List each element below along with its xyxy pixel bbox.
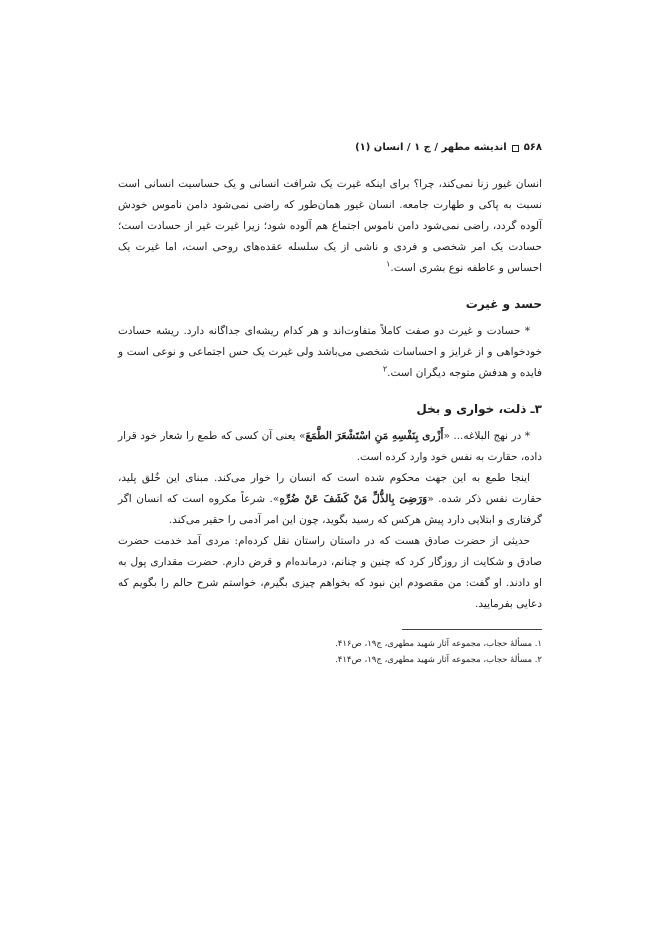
section1-paragraph (118, 321, 542, 384)
section2-paragraph-1 (118, 426, 542, 468)
intro-paragraph (118, 174, 542, 279)
footnote-1: ۱. مسألهٔ حجاب، مجموعه آثار شهید مطهری، ج۱۹، ص۴۱۶. (335, 639, 542, 649)
intro-text: انسان غیور زنا نمی‌کند، چرا؟ برای اینکه غیرت یک شرافت انسانی و یک حساسیت انسانی است نسبت به پاکی و طهارت جامعه. انسان غیور همان‌طور که راضی نمی‌شود دامن ناموس خودش آلوده گردد، راضی نمی‌شود دامن ناموس اجتماع هم آلوده شود؛ زیرا غیرت غیر از حسادت است؛ حسادت یک امر شخصی و فردی و ناشی از یک سلسله عقده‌های روحی است، اما غیرت یک احساس و عاطفه نوع بشری است. (118, 178, 542, 274)
p2-trailing-text: ». شرعاً مکروه است که انسان اگر گرفتاری و ابتلایی دارد پیش هرکس که رسید بگوید، چون این امر آدمی را حقیر می‌کند. (118, 493, 542, 526)
nahj-quote: أَزْرى بِنَفْسِهِ مَنِ اسْتَشْعَرَ الطَّمَعَ (305, 430, 444, 442)
p1-lead-text: * در نهج البلاغه... « (443, 430, 530, 442)
section1-text: * حسادت و غیرت دو صفت کاملاً متفاوت‌اند و هر کدام ریشه‌ای جداگانه دارد. ریشه حسادت خودخواهی و از غرایز و احساسات شخصی می‌باشد ولی غیرت یک حس اجتماعی و نوعی است و فایده و هدفش متوجه دیگران است. (118, 325, 542, 379)
section-heading-humiliation: ۳ـ ذلت، خواری و بخل (416, 402, 542, 416)
book-title: اندیشه مطهر / ج ۱ / انسان (۱) (355, 142, 507, 153)
p2-lead-text: اینجا طمع به این جهت محکوم شده است که انسان را خوار می‌کند. مبنای این خُلق پلید، حقارت نفس ذکر شده. « (118, 472, 542, 505)
p1-trailing-text: » یعنی آن کسی که طمع را شعار خود قرار داده، حقارت به نفس خود وارد کرده است. (118, 430, 542, 463)
page-number: ۵۶۸ (523, 142, 542, 153)
section2-paragraph-3: حدیثی از حضرت صادق هست که در داستان راستان نقل کرده‌ام: مردی آمد خدمت حضرت صادق و شکایت از روزگار کرد که چنین و چنانم، درمانده‌ام و قرض دارم. حضرت مقداری پول به او دادند. او گفت: من مقصودم این نبود که بخواهم چیزی بگیرم، خواستم شرح حالم را بگویم که دعایی بفرمایید. (118, 535, 542, 610)
hadith-quote: وَرَضِیَ بِالذُّلِّ مَنْ کَشَفَ عَنْ ضُرِّهِ (279, 493, 428, 505)
book-page (118, 140, 542, 668)
footnote-ref-2[interactable]: ۲ (382, 364, 388, 374)
footnote-divider (402, 629, 542, 630)
running-header (118, 140, 542, 156)
section2-paragraph-2 (118, 468, 542, 531)
square-bullet-icon (512, 145, 519, 152)
footnote-ref-1[interactable]: ۱ (386, 259, 391, 269)
section-heading-envy-jealousy: حسد و غیرت (465, 297, 542, 311)
footnote-2: ۲. مسألهٔ حجاب، مجموعه آثار شهید مطهری، ج۱۹، ص۴۱۴. (335, 655, 542, 665)
